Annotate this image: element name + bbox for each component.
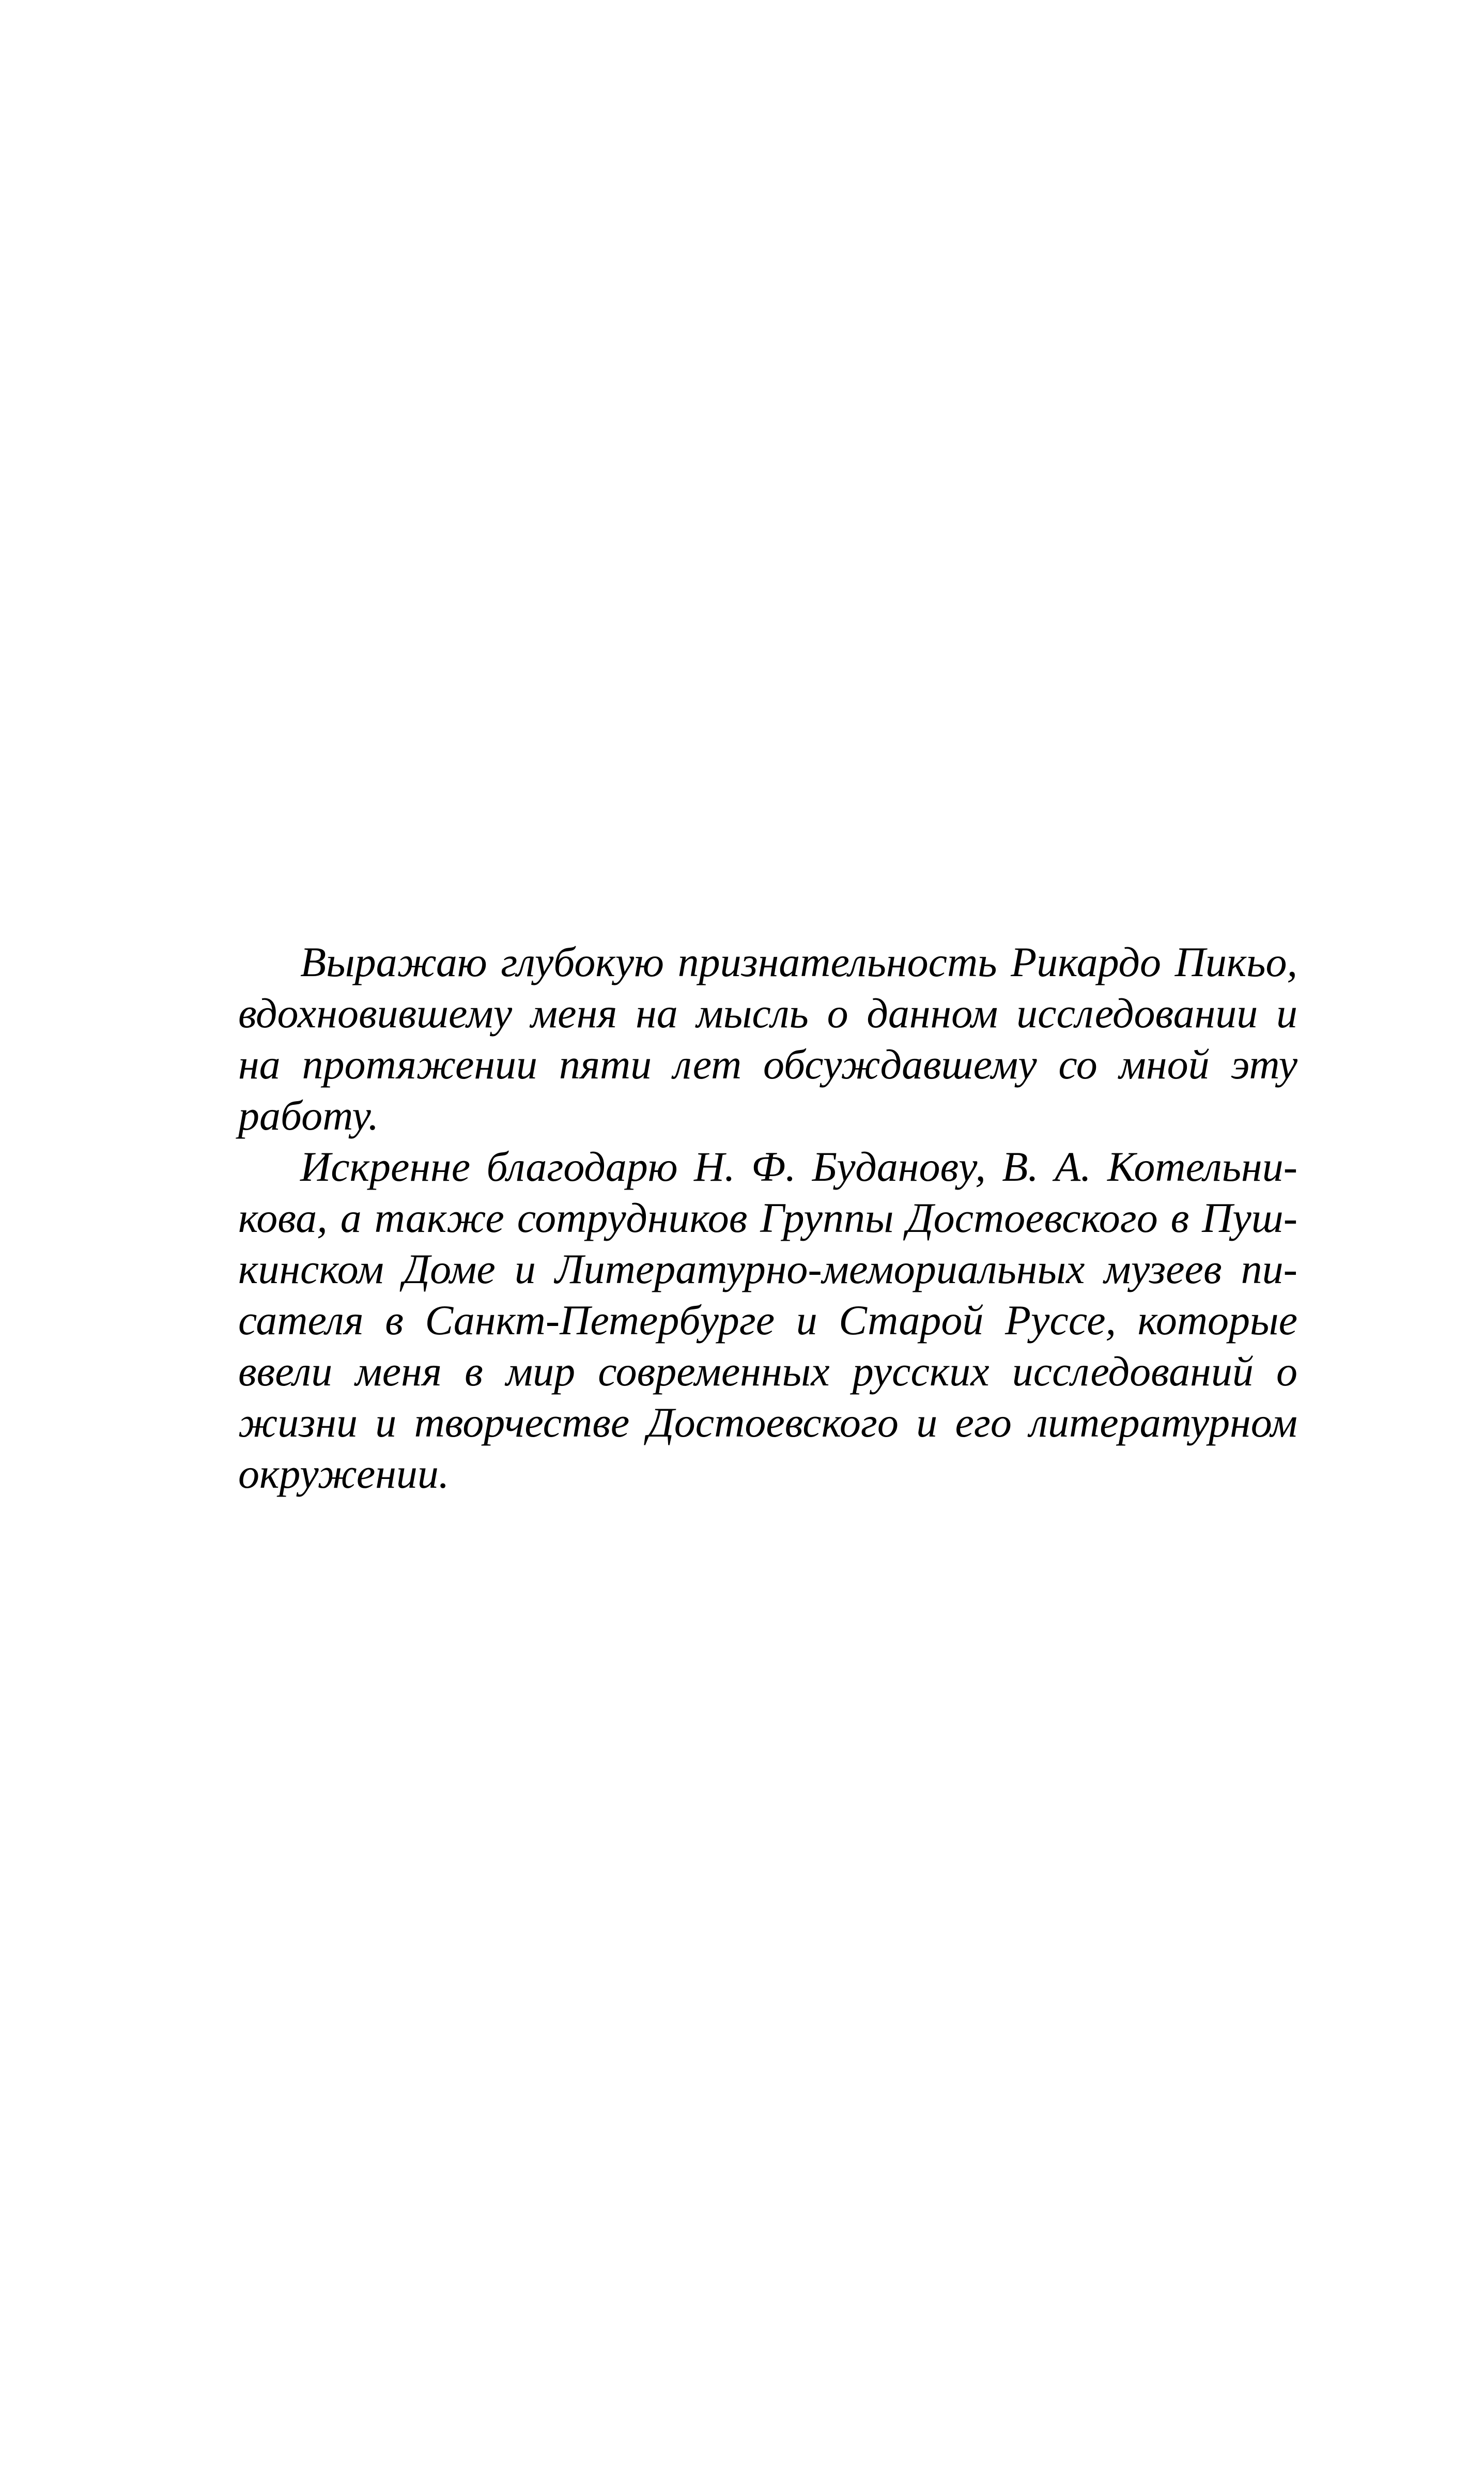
text-line: вдохновившему меня на мысль о данном исследовании и xyxy=(238,990,1297,1037)
text-line: Выражаю глубокую признательность Рикардо Пикьо, xyxy=(300,938,1297,985)
acknowledgement-paragraph-2 xyxy=(176,1141,1297,1499)
text-line: на протяжении пяти лет обсуждавшему со мной эту xyxy=(238,1041,1297,1088)
text-line: окружении. xyxy=(238,1450,450,1497)
text-line: Искренне благодарю Н. Ф. Буданову, В. А. Котельни- xyxy=(300,1143,1297,1190)
text-line: ввели меня в мир современных русских исследований о xyxy=(238,1348,1297,1395)
text-line: кова, а также сотрудников Группы Достоевского в Пуш- xyxy=(238,1194,1297,1241)
text-line: жизни и творчестве Достоевского и его литературном xyxy=(238,1399,1297,1446)
text-line: кинском Доме и Литературно-мемориальных музеев пи- xyxy=(238,1245,1297,1292)
text-line: работу. xyxy=(238,1092,379,1139)
text-line: сателя в Санкт-Петербурге и Старой Руссе, которые xyxy=(238,1297,1297,1344)
acknowledgement-paragraph-1 xyxy=(176,936,1297,1141)
acknowledgements-text xyxy=(176,936,1297,1499)
